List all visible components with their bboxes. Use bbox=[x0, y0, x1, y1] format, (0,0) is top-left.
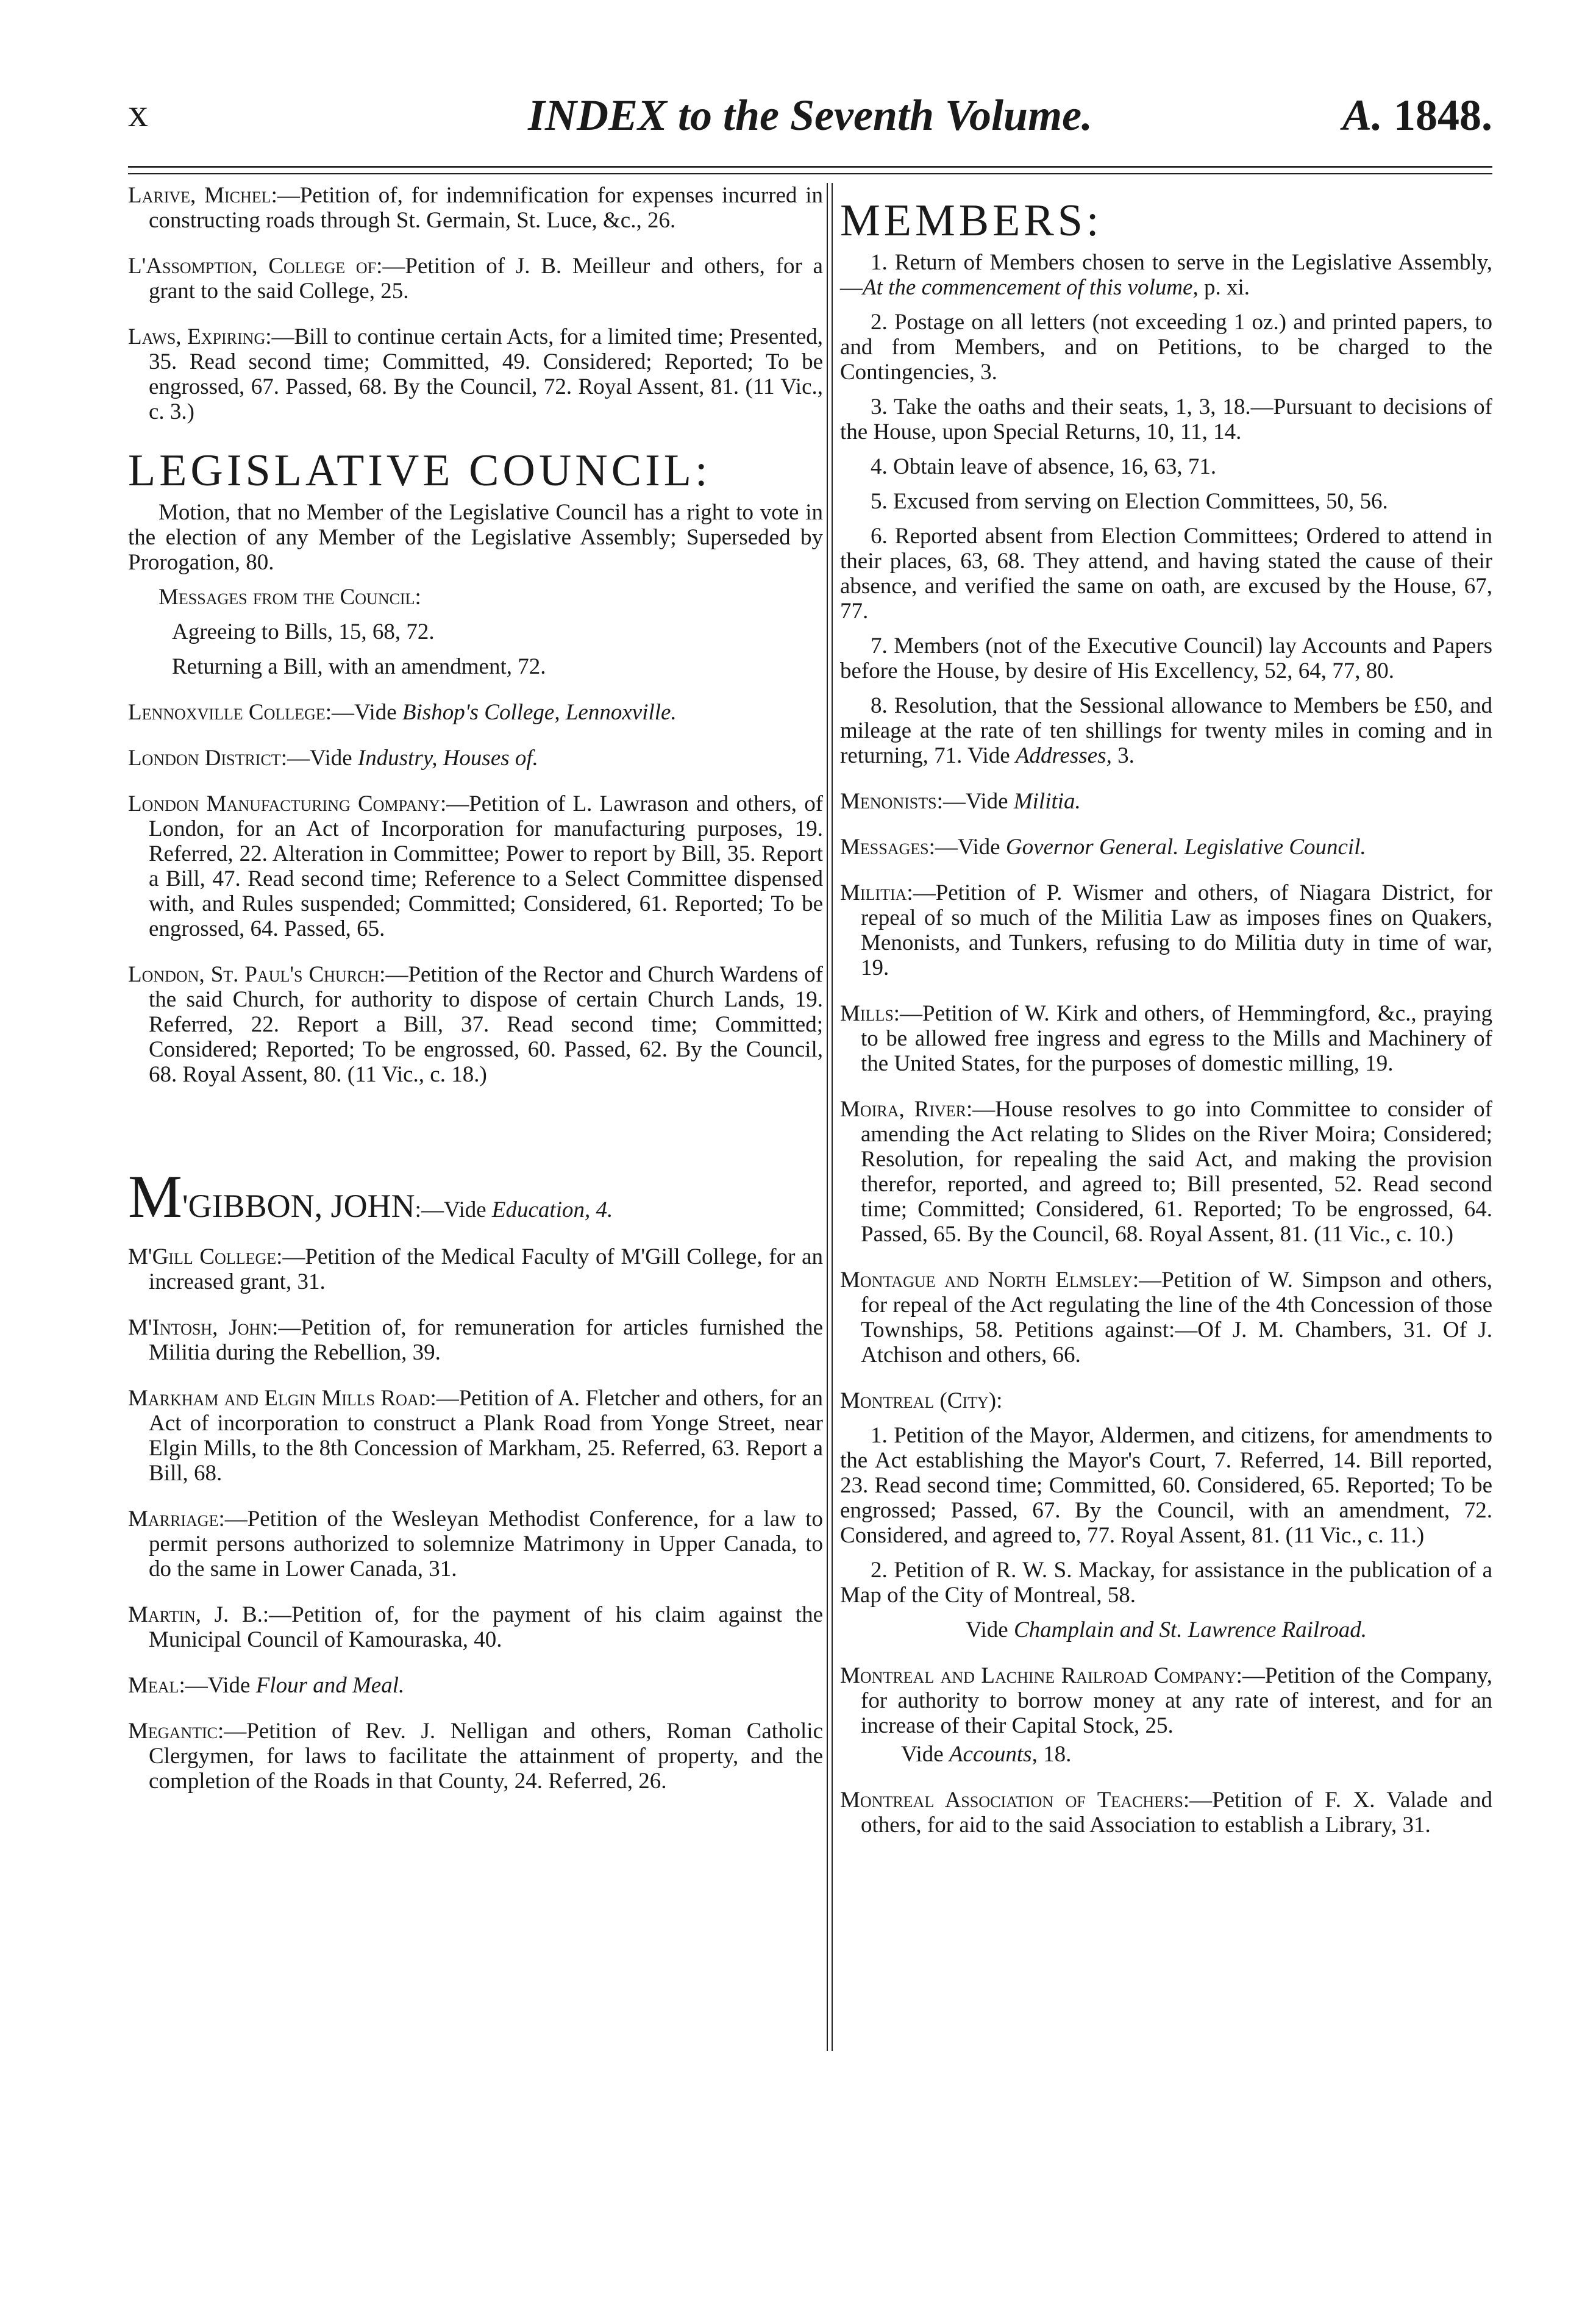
year: 1848. bbox=[1394, 91, 1492, 140]
members-item-1: 1. Return of Members chosen to serve in the Legislative Assembly,—At the commencement of this volume, p. xi. bbox=[840, 250, 1492, 300]
entry-messages: Messages:—Vide Governor General. Legislative Council. bbox=[840, 835, 1366, 860]
section-year bbox=[1342, 90, 1492, 141]
left-column bbox=[128, 183, 823, 1814]
entry-montreal-city: Montreal (City): bbox=[840, 1388, 1003, 1413]
entry-lennoxville: Lennoxville College:—Vide Bishop's College, Lennoxville. bbox=[128, 700, 677, 725]
heading-members: MEMBERS: bbox=[840, 196, 1103, 246]
members-item-3: 3. Take the oaths and their seats, 1, 3, 18.—Pursuant to decisions of the House, upon Special Returns, 10, 11, 14. bbox=[840, 394, 1492, 444]
members-item-7: 7. Members (not of the Executive Council) lay Accounts and Papers before the House, by desire of His Excellency, 52, 64, 77, 80. bbox=[840, 633, 1492, 683]
entry-london-manufacturing: London Manufacturing Company:—Petition of L. Lawrason and others, of London, for an Act of Incorporation for manufacturing purposes, 19. Referred, 22. Alteration in Committee; Power to report by Bill, 35. Report a Bill, 47. Read second time; Reference to a Select Committee dispensed with, and Rules suspended; Committed; Considered, 61. Reported; To be engrossed, 64. Passed, 65. bbox=[128, 791, 824, 941]
message-returning-bill: Returning a Bill, with an amendment, 72. bbox=[172, 654, 546, 679]
entry-mgill-college: M'Gill College:—Petition of the Medical Faculty of M'Gill College, for an increased grant, 31. bbox=[128, 1244, 823, 1294]
members-item-5: 5. Excused from serving on Election Committees, 50, 56. bbox=[871, 489, 1388, 514]
entry-montague: Montague and North Elmsley:—Petition of W. Simpson and others, for repeal of the Act regulating the line of the 4th Concession of those Townships, 58. Petitions against:—Of J. M. Chambers, 31. Of J. Atchison and others, 66. bbox=[840, 1268, 1492, 1367]
entry-montreal-lachine: Montreal and Lachine Railroad Company:—Petition of the Company, for authority to borrow money at any rate of interest, and for an increase of their Capital Stock, 25. bbox=[840, 1663, 1492, 1738]
entry-montreal-teachers: Montreal Association of Teachers:—Petition of F. X. Valade and others, for aid to the said Association to establish a Library, 31. bbox=[840, 1788, 1492, 1838]
running-title: INDEX to the Seventh Volume. bbox=[527, 91, 1093, 140]
entry-martin: Martin, J. B.:—Petition of, for the payment of his claim against the Municipal Council of Kamouraska, 40. bbox=[128, 1602, 823, 1652]
members-item-8: 8. Resolution, that the Sessional allowance to Members be £50, and mileage at the rate of ten shillings for twenty miles in coming and in returning, 71. Vide Addresses, 3. bbox=[840, 693, 1492, 768]
column-divider bbox=[827, 183, 828, 2051]
entry-markham-road: Markham and Elgin Mills Road:—Petition of A. Fletcher and others, for an Act of incorporation to construct a Plank Road from Yonge Street, near Elgin Mills, to the 8th Concession of Markham, 25. Referred, 63. Report a Bill, 68. bbox=[128, 1386, 823, 1486]
entry-megantic: Megantic:—Petition of Rev. J. Nelligan and others, Roman Catholic Clergymen, for laws to facilitate the attainment of property, and the completion of the Roads in that County, 24. Referred, 26. bbox=[128, 1719, 823, 1794]
entry-assomption: L'Assomption, College of:—Petition of J. B. Meilleur and others, for a grant to the said College, 25. bbox=[128, 254, 823, 304]
messages-from-council-heading: Messages from the Council: bbox=[159, 585, 421, 610]
entry-militia: Militia:—Petition of P. Wismer and others, of Niagara District, for repeal of so much of the Militia Law as imposes fines on Quakers, Menonists, and Tunkers, refusing to do Militia duty in time of war, 19. bbox=[840, 880, 1492, 980]
entry-london-st-pauls: London, St. Paul's Church:—Petition of the Rector and Church Wardens of the said Church, for authority to dispose of certain Church Lands, 19. Referred, 22. Report a Bill, 37. Read second time; Committed; Considered; Reported; To be engrossed, 60. Passed, 62. By the Council, 68. Royal Assent, 80. (11 Vic., c. 18.) bbox=[128, 962, 823, 1087]
entry-mintosh: M'Intosh, John:—Petition of, for remuneration for articles furnished the Militia during the Rebellion, 39. bbox=[128, 1315, 823, 1365]
heading-legislative-council: LEGISLATIVE COUNCIL: bbox=[128, 446, 711, 496]
members-item-2: 2. Postage on all letters (not exceeding 1 oz.) and printed papers, to and from Members, and on Petitions, to be charged to the Contingencies, 3. bbox=[840, 310, 1492, 385]
entry-marriage: Marriage:—Petition of the Wesleyan Methodist Conference, for a law to permit persons authorized to solemnize Matrimony in Upper Canada, to do the same in Lower Canada, 31. bbox=[128, 1507, 823, 1581]
entry-larive: Larive, Michel:—Petition of, for indemnification for expenses incurred in constructing roads through St. Germain, St. Luce, &c., 26. bbox=[128, 183, 823, 233]
lachine-vide: Vide Accounts, 18. bbox=[901, 1742, 1072, 1767]
entry-menonists: Menonists:—Vide Militia. bbox=[840, 789, 1081, 814]
header-rule bbox=[128, 166, 1492, 168]
legislative-council-motion: Motion, that no Member of the Legislative Council has a right to vote in the election of any Member of the Legislative Assembly; Superseded by Prorogation, 80. bbox=[128, 500, 823, 575]
header-rule-thin bbox=[128, 173, 1492, 174]
entry-london-district: London District:—Vide Industry, Houses of. bbox=[128, 746, 538, 771]
montreal-city-item-2: 2. Petition of R. W. S. Mackay, for assistance in the publication of a Map of the City of Montreal, 58. bbox=[840, 1558, 1492, 1608]
montreal-city-item-1: 1. Petition of the Mayor, Aldermen, and citizens, for amendments to the Act establishing the Mayor's Court, 7. Referred, 14. Bill reported, 23. Read second time; Committed, 60. Considered, 65. Reported; To be engrossed; Passed, 67. By the Council, with an amendment, 72. Considered, and agreed to, 77. Royal Assent, 81. (11 Vic., c. 11.) bbox=[840, 1423, 1492, 1548]
entry-moira-river: Moira, River:—House resolves to go into Committee to consider of amending the Act relating to Slides on the River Moira; Considered; Resolution, for repealing the said Act, and making the provision therefor, reported, and agreed to; Bill presented, 52. Read second time; Committed; Considered, 61. Reported; To be engrossed, 64. Passed, 65. By the Council, 68. Royal Assent, 81. (11 Vic., c. 10.) bbox=[840, 1097, 1492, 1247]
message-agreeing-bills: Agreeing to Bills, 15, 68, 72. bbox=[172, 619, 435, 644]
entry-meal: Meal:—Vide Flour and Meal. bbox=[128, 1673, 405, 1698]
entry-laws-expiring: Laws, Expiring:—Bill to continue certain Acts, for a limited time; Presented, 35. Read second time; Committed, 49. Considered; Reported; To be engrossed, 67. Passed, 68. By the Council, 72. Royal Assent, 81. (11 Vic., c. 3.) bbox=[128, 324, 823, 424]
entry-mills: Mills:—Petition of W. Kirk and others, of Hemmingford, &c., praying to be allowed free ingress and egress to the Mills and Machinery of the United States, for the purposes of domestic milling, 19. bbox=[840, 1001, 1492, 1076]
right-column bbox=[840, 183, 1492, 1858]
heading-mgibbon: M'GIBBON, JOHN:—Vide Education, 4. bbox=[128, 1163, 613, 1230]
members-item-6: 6. Reported absent from Election Committees; Ordered to attend in their places, 63, 68. They attend, and having stated the cause of their absence, and verified the same on oath, are excused by the House, 67, 77. bbox=[840, 524, 1492, 624]
page-header bbox=[128, 90, 1492, 145]
page-number: x bbox=[128, 91, 148, 135]
column-divider-inner bbox=[832, 183, 833, 2051]
montreal-city-vide: Vide Champlain and St. Lawrence Railroad. bbox=[966, 1617, 1367, 1642]
members-item-4: 4. Obtain leave of absence, 16, 63, 71. bbox=[871, 454, 1217, 479]
section-letter: A. bbox=[1342, 91, 1383, 140]
